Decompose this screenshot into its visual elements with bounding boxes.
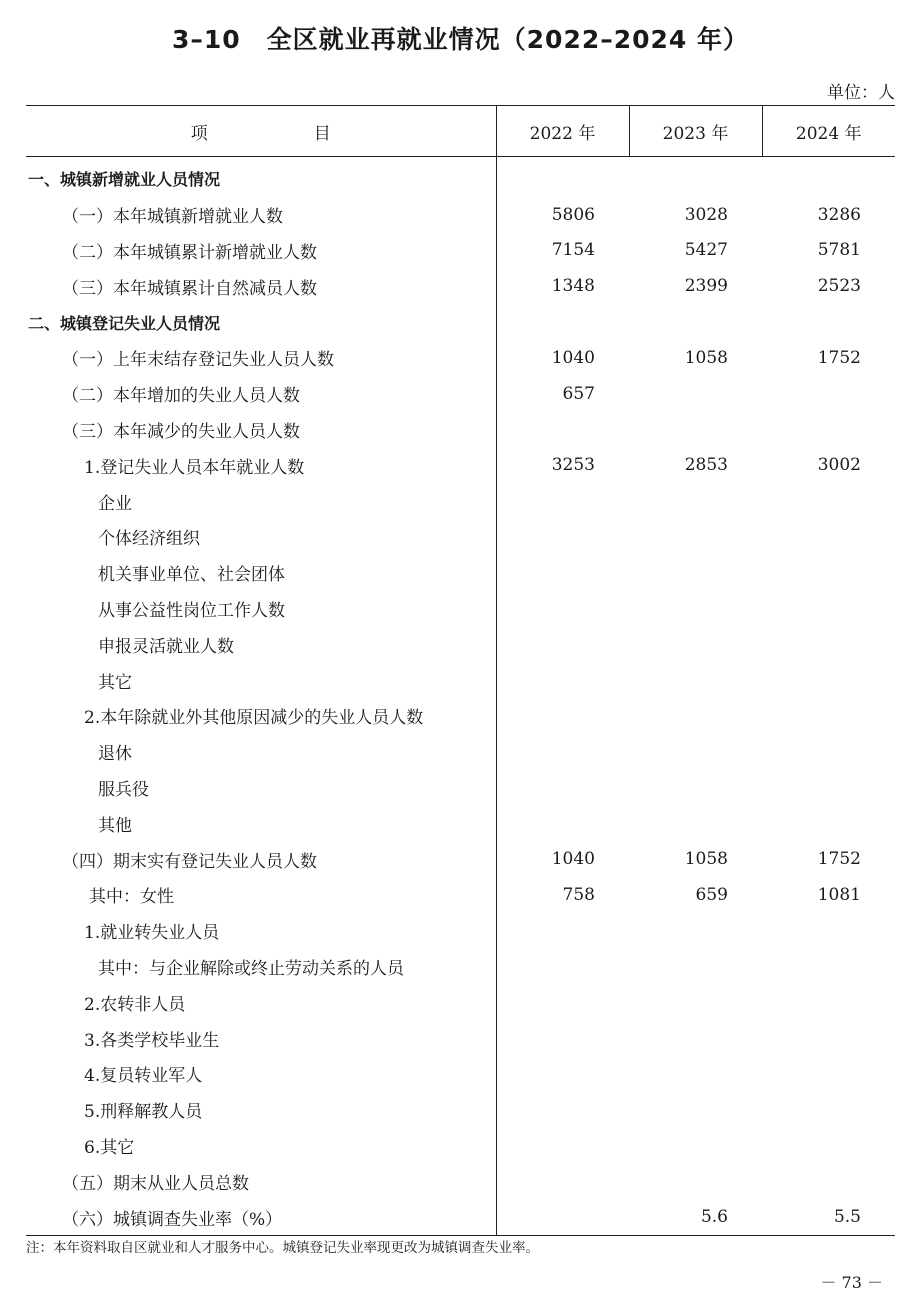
row-value-2022: 7154 <box>551 240 595 261</box>
row-value-2023 <box>629 519 762 555</box>
row-value-2023: 3028 <box>684 204 728 225</box>
row-label: 3.各类学校毕业生 <box>26 1020 496 1056</box>
row-value-2022 <box>496 1163 629 1199</box>
row-label: 二、城镇登记失业人员情况 <box>26 304 496 340</box>
row-value-2024 <box>762 555 895 591</box>
row-label: 其中：与企业解除或终止劳动关系的人员 <box>26 949 496 985</box>
row-value-2023: 1058 <box>684 347 728 368</box>
row-value-2024 <box>762 1092 895 1128</box>
table-row <box>26 412 895 448</box>
table-row <box>26 1020 895 1056</box>
row-value-2023 <box>629 1128 762 1164</box>
table-header-row <box>26 106 895 157</box>
row-value-2023: 1058 <box>684 849 728 870</box>
row-value-2024 <box>762 1163 895 1199</box>
row-value-2022 <box>496 805 629 841</box>
row-label: 服兵役 <box>26 770 496 806</box>
row-value-2023: 2399 <box>684 276 728 297</box>
row-label: 申报灵活就业人数 <box>26 626 496 662</box>
row-value-2022: 657 <box>562 383 595 404</box>
row-value-2024 <box>762 1056 895 1092</box>
row-label: 其它 <box>26 662 496 698</box>
table-row <box>26 304 895 340</box>
row-value-2024 <box>762 412 895 448</box>
row-value-2022 <box>496 483 629 519</box>
row-value-2024 <box>762 698 895 734</box>
row-value-2024: 1081 <box>817 884 861 905</box>
row-value-2022 <box>496 698 629 734</box>
row-value-2023 <box>629 984 762 1020</box>
row-value-2023: 5.6 <box>629 1199 762 1235</box>
row-value-2022 <box>496 662 629 698</box>
table-row <box>26 197 895 233</box>
row-value-2023 <box>629 376 762 412</box>
row-value-2023 <box>629 412 762 448</box>
row-value-2022 <box>496 913 629 949</box>
row-value-2023 <box>629 483 762 519</box>
row-value-2022: 1348 <box>551 276 595 297</box>
row-value-2022: 758 <box>562 884 595 905</box>
table-row <box>26 157 895 197</box>
row-label: 退休 <box>26 734 496 770</box>
row-value-2023 <box>629 1020 762 1056</box>
table-row <box>26 984 895 1020</box>
row-value-2024 <box>762 913 895 949</box>
row-value-2024 <box>762 734 895 770</box>
row-label: 2.农转非人员 <box>26 984 496 1020</box>
row-label: （六）城镇调查失业率（%） <box>26 1199 496 1235</box>
row-label: （一）上年末结存登记失业人员人数 <box>26 340 496 376</box>
row-value-2023: 659 <box>695 884 728 905</box>
row-value-2022: 1040 <box>551 849 595 870</box>
row-label: 其他 <box>26 805 496 841</box>
row-label: 1.就业转失业人员 <box>26 913 496 949</box>
row-value-2023 <box>629 770 762 806</box>
row-value-2022 <box>496 949 629 985</box>
row-value-2024 <box>762 984 895 1020</box>
row-label: （一）本年城镇新增就业人数 <box>26 197 496 233</box>
row-value-2024 <box>762 949 895 985</box>
footnote: 注：本年资料取自区就业和人才服务中心。城镇登记失业率现更改为城镇调查失业率。 <box>26 1240 539 1256</box>
row-value-2022 <box>496 734 629 770</box>
row-value-2022 <box>496 304 629 340</box>
row-value-2024: 1752 <box>817 849 861 870</box>
table-row <box>26 841 895 877</box>
row-value-2023 <box>629 805 762 841</box>
row-label: 其中：女性 <box>26 877 496 913</box>
row-value-2022 <box>496 984 629 1020</box>
row-value-2023: 5427 <box>684 240 728 261</box>
row-value-2022: 1040 <box>551 347 595 368</box>
table-row <box>26 447 895 483</box>
row-label: 4.复员转业军人 <box>26 1056 496 1092</box>
unit-label: 单位：人 <box>827 83 895 103</box>
table-row <box>26 626 895 662</box>
table-row <box>26 698 895 734</box>
row-value-2022 <box>496 626 629 662</box>
row-value-2024 <box>762 304 895 340</box>
row-value-2023 <box>629 698 762 734</box>
table-row <box>26 519 895 555</box>
row-value-2022: 3253 <box>551 455 595 476</box>
row-value-2024 <box>762 805 895 841</box>
row-label: （二）本年城镇累计新增就业人数 <box>26 233 496 269</box>
row-value-2022 <box>496 1128 629 1164</box>
row-label: （三）本年减少的失业人员人数 <box>26 412 496 448</box>
row-value-2023 <box>629 913 762 949</box>
row-value-2022 <box>496 1199 629 1235</box>
row-value-2023 <box>629 949 762 985</box>
row-value-2023 <box>629 591 762 627</box>
row-label: 个体经济组织 <box>26 519 496 555</box>
row-value-2024 <box>762 157 895 197</box>
row-value-2023 <box>629 304 762 340</box>
row-value-2022: 5806 <box>551 204 595 225</box>
row-label: （二）本年增加的失业人员人数 <box>26 376 496 412</box>
row-label: 从事公益性岗位工作人数 <box>26 591 496 627</box>
employment-table <box>26 105 895 1236</box>
table-row <box>26 770 895 806</box>
row-value-2022 <box>496 555 629 591</box>
header-item-left: 项 <box>190 123 208 144</box>
table-row <box>26 340 895 376</box>
table-row <box>26 913 895 949</box>
row-value-2024: 2523 <box>817 276 861 297</box>
page-title: 3–10 全区就业再就业情况（2022–2024 年） <box>171 25 750 54</box>
table-row <box>26 734 895 770</box>
header-item-right: 目 <box>313 123 331 144</box>
row-value-2024 <box>762 626 895 662</box>
row-value-2024 <box>762 376 895 412</box>
table-row <box>26 877 895 913</box>
row-label: （五）期末从业人员总数 <box>26 1163 496 1199</box>
table-row <box>26 1128 895 1164</box>
table-row <box>26 233 895 269</box>
row-value-2024 <box>762 591 895 627</box>
row-value-2024 <box>762 1020 895 1056</box>
row-label: （三）本年城镇累计自然减员人数 <box>26 268 496 304</box>
table-row <box>26 591 895 627</box>
row-value-2023 <box>629 662 762 698</box>
row-value-2024 <box>762 519 895 555</box>
row-value-2023 <box>629 555 762 591</box>
row-value-2023 <box>629 1092 762 1128</box>
row-value-2022 <box>496 157 629 197</box>
row-value-2023 <box>629 1056 762 1092</box>
table-row <box>26 1163 895 1199</box>
row-value-2022 <box>496 1020 629 1056</box>
header-year-2022: 2022 年 <box>496 106 629 157</box>
row-value-2022 <box>496 412 629 448</box>
row-label: 2.本年除就业外其他原因减少的失业人员人数 <box>26 698 496 734</box>
row-label: 机关事业单位、社会团体 <box>26 555 496 591</box>
row-label: 一、城镇新增就业人员情况 <box>26 157 496 197</box>
page-number: － 73 － <box>820 1273 883 1292</box>
row-value-2023 <box>629 626 762 662</box>
row-value-2024: 3286 <box>817 204 861 225</box>
table-row <box>26 483 895 519</box>
row-value-2022 <box>496 591 629 627</box>
row-value-2022 <box>496 770 629 806</box>
row-label: 6.其它 <box>26 1128 496 1164</box>
row-value-2023 <box>629 734 762 770</box>
table-row <box>26 1056 895 1092</box>
table-row <box>26 662 895 698</box>
row-value-2024 <box>762 770 895 806</box>
row-value-2024 <box>762 1128 895 1164</box>
table-row <box>26 949 895 985</box>
header-item <box>26 106 496 157</box>
table-row <box>26 1092 895 1128</box>
row-value-2024: 5.5 <box>762 1199 895 1235</box>
header-year-2023: 2023 年 <box>629 106 762 157</box>
table-row <box>26 376 895 412</box>
row-label: 企业 <box>26 483 496 519</box>
row-label: 5.刑释解教人员 <box>26 1092 496 1128</box>
row-value-2022 <box>496 1056 629 1092</box>
row-label: （四）期末实有登记失业人员人数 <box>26 841 496 877</box>
row-value-2023: 2853 <box>684 455 728 476</box>
row-value-2023 <box>629 1163 762 1199</box>
row-value-2022 <box>496 519 629 555</box>
row-value-2024: 5781 <box>817 240 861 261</box>
row-value-2022 <box>496 1092 629 1128</box>
header-year-2024: 2024 年 <box>762 106 895 157</box>
row-value-2024 <box>762 483 895 519</box>
row-value-2023 <box>629 157 762 197</box>
table-row <box>26 555 895 591</box>
row-value-2024: 1752 <box>817 347 861 368</box>
table-row <box>26 805 895 841</box>
row-label: 1.登记失业人员本年就业人数 <box>26 447 496 483</box>
row-value-2024 <box>762 662 895 698</box>
row-value-2024: 3002 <box>817 455 861 476</box>
table-row <box>26 268 895 304</box>
table-row <box>26 1199 895 1235</box>
